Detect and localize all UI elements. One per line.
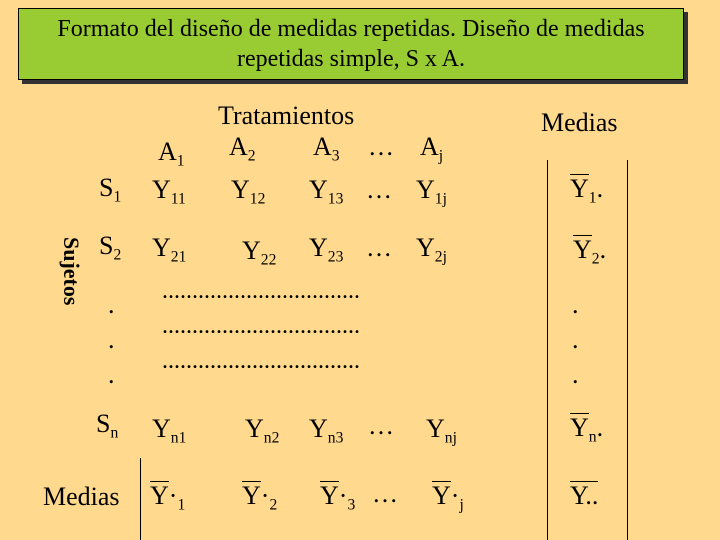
row-mean-n: $Y_n$. xyxy=(570,413,604,446)
cell-y11: $Y_{11}$ xyxy=(152,175,186,208)
grand-mean: Y.. xyxy=(570,481,599,510)
col-mean-3: $Y\cdot_3$ xyxy=(320,481,356,514)
treatment-ellipsis: … xyxy=(368,132,394,161)
slide-title: Formato del diseño de medidas repetidas. Diseño de medidas repetidas simple, S x A. xyxy=(57,16,645,72)
cell-ynj: $Y_{nj}$ xyxy=(426,414,457,447)
cell-y13: $Y_{13}$ xyxy=(309,175,344,208)
treatment-a1: $A_1$ xyxy=(158,137,185,170)
column-rule xyxy=(547,160,548,540)
sujetos-label: Sujetos xyxy=(59,237,84,306)
cell-ellipsis: … xyxy=(366,233,392,262)
cell-y21: $Y_{21}$ xyxy=(152,233,187,266)
subject-s1: $S_1$ xyxy=(99,173,122,206)
cell-y22: $Y_{22}$ xyxy=(242,236,277,269)
ellipsis-row: ................................. xyxy=(162,278,360,304)
cell-yn3: $Y_{n3}$ xyxy=(309,414,344,447)
cell-y12: $Y_{12}$ xyxy=(231,175,266,208)
vertical-dot: . xyxy=(108,360,115,389)
vertical-dot: . xyxy=(108,290,115,319)
cell-y2j: $Y_{2j}$ xyxy=(416,233,447,266)
subject-s2: $S_2$ xyxy=(99,231,122,264)
column-rule xyxy=(140,458,141,540)
treatment-a2: $A_2$ xyxy=(229,132,256,165)
vertical-dot: . xyxy=(572,290,579,319)
vertical-dot: . xyxy=(572,360,579,389)
treatment-aj: $A_j$ xyxy=(420,132,444,165)
cell-yn1: $Y_{n1}$ xyxy=(152,414,187,447)
medias-heading: Medias xyxy=(541,108,618,137)
ellipsis-row: ................................. xyxy=(162,348,360,374)
vertical-dot: . xyxy=(572,325,579,354)
treatment-a3: $A_3$ xyxy=(313,132,340,165)
cell-yn2: $Y_{n2}$ xyxy=(245,414,280,447)
cell-y23: $Y_{23}$ xyxy=(309,233,344,266)
col-mean-1: $Y\cdot_1$ xyxy=(150,481,186,514)
cell-ellipsis: … xyxy=(366,175,392,204)
row-mean-1: $Y_1$. xyxy=(570,174,604,207)
col-mean-j: $Y\cdot_j$ xyxy=(432,481,464,514)
tratamientos-heading: Tratamientos xyxy=(218,101,355,130)
cell-y1j: $Y_{1j}$ xyxy=(416,175,447,208)
subject-sn: $S_n$ xyxy=(96,409,119,442)
footer-medias-label: Medias xyxy=(43,482,120,511)
row-mean-2: $Y_2$. xyxy=(573,235,607,268)
vertical-dot: . xyxy=(108,325,115,354)
column-rule xyxy=(627,160,628,540)
cell-ellipsis: … xyxy=(368,411,394,440)
col-mean-2: $Y\cdot_2$ xyxy=(242,481,278,514)
ellipsis-row: ................................. xyxy=(162,313,360,339)
title-box xyxy=(18,8,684,80)
col-mean-ellipsis: … xyxy=(372,479,398,508)
